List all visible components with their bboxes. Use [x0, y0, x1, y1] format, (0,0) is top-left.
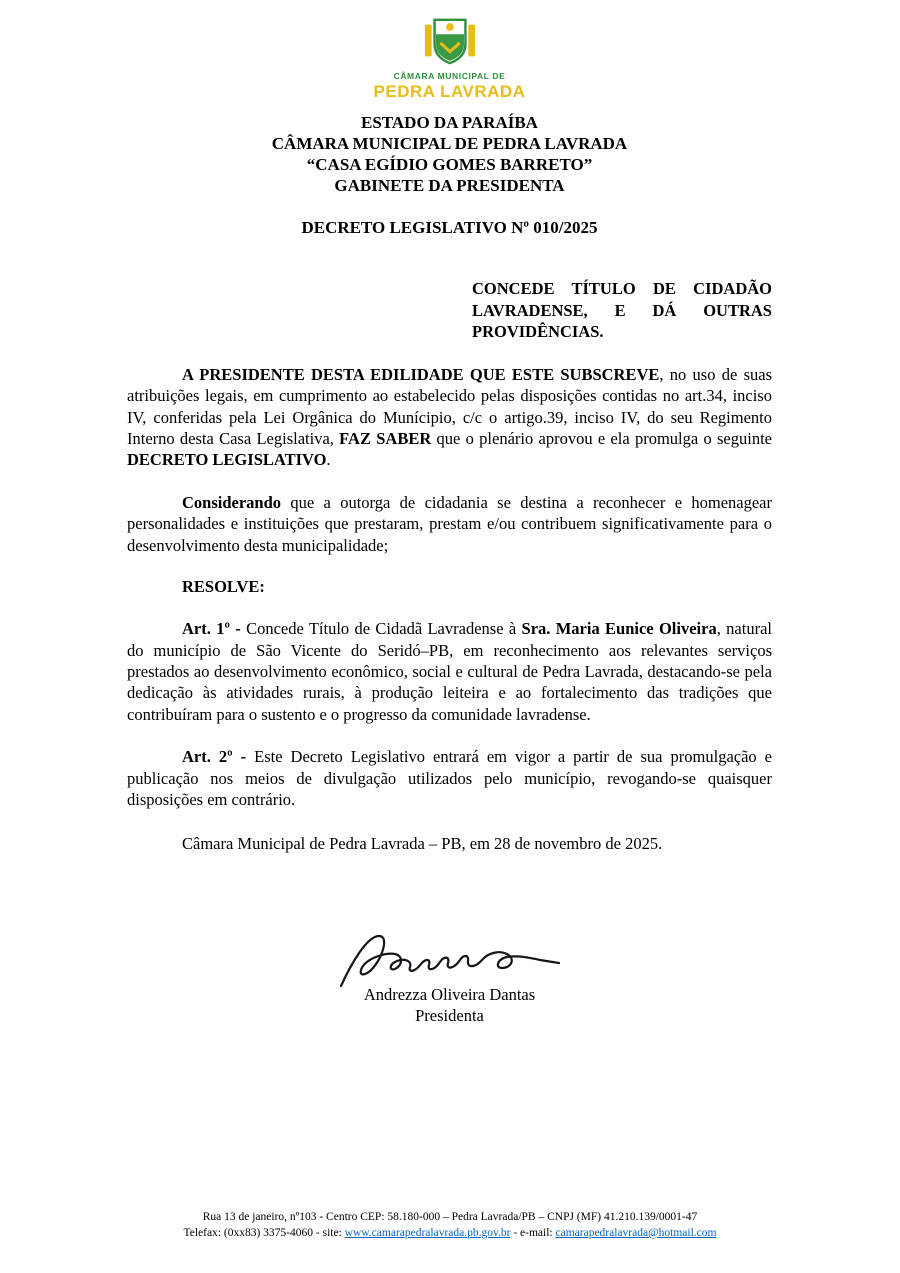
handwritten-signature-icon: [335, 928, 565, 992]
considerando-text: que a outorga de cidadania se destina a reconhecer e homenagear personalidades e instituições que prestaram, prestam e/ou contribuem significativamente para o desenvolvimento desta municipalidade;: [127, 492, 772, 555]
decree-summary: CONCEDE TÍTULO DE CIDADÃO LAVRADENSE, E DÁ OUTRAS PROVIDÊNCIAS.: [472, 279, 772, 342]
logo-org-name-small: CÂMARA MUNICIPAL DE: [393, 71, 506, 81]
signer-name: Andrezza Oliveira Dantas: [363, 984, 536, 1004]
resolve-heading: RESOLVE:: [182, 577, 265, 597]
coat-of-arms-icon: [421, 14, 479, 68]
art1-honoree-name: Sra. Maria Eunice Oliveira: [521, 619, 717, 639]
letterhead-house-name: “CASA EGÍDIO GOMES BARRETO”: [306, 155, 593, 175]
art2-label: Art. 2º -: [182, 747, 255, 767]
place-date-line: Câmara Municipal de Pedra Lavrada – PB, em 28 de novembro de 2025.: [182, 833, 663, 853]
paragraph-preamble: [127, 364, 772, 471]
letterhead-chamber: CÂMARA MUNICIPAL DE PEDRA LAVRADA: [271, 134, 628, 154]
art1-text-1: Concede Título de Cidadã Lavradense à: [246, 619, 522, 639]
preamble-text-3: .: [326, 450, 331, 470]
footer-address-line: Rua 13 de janeiro, nº103 - Centro CEP: 58.180-000 – Pedra Lavrada/PB – CNPJ (MF) 41.210.139/0001-47: [202, 1210, 698, 1223]
art1-label: Art. 1º -: [182, 619, 247, 639]
preamble-text-2: que o plenário aprovou e ela promulga o seguinte: [431, 428, 772, 448]
letterhead: [127, 112, 772, 196]
document-footer: [0, 1209, 900, 1241]
letterhead-state: ESTADO DA PARAÍBA: [361, 113, 538, 132]
letterhead-office: GABINETE DA PRESIDENTA: [334, 176, 565, 196]
paragraph-considerando: [127, 492, 772, 556]
art1-text-2: , natural do município de São Vicente do Seridó–PB, em reconhecimento aos relevantes serviços prestados ao desenvolvimento econômico, social e cultural de Pedra Lavrada, destacando-se pela dedicação às atividades rurais, à produção leiteira e ao fortalecimento das tradições que contribuíram para o sustento e o progresso da comunidade lavradense.: [127, 619, 772, 724]
paragraph-art1: [127, 618, 772, 725]
paragraph-art2: [127, 746, 772, 810]
preamble-decree-ref: DECRETO LEGISLATIVO: [127, 450, 327, 470]
decree-number-title: DECRETO LEGISLATIVO Nº 010/2025: [301, 218, 598, 238]
preamble-faz-saber: FAZ SABER: [339, 428, 432, 448]
signature-block: [127, 928, 772, 1027]
footer-telefax-text: Telefax: (0xx83) 3375-4060 - site:: [183, 1226, 345, 1239]
preamble-text-1: , no uso de suas atribuições legais, em cumprimento ao estabelecido pelas disposições contidas no art.34, inciso IV, conferidas pela Lei Orgânica do Munícipio, c/c o artigo.39, inciso IV, do seu Regimento Interno desta Casa Legislativa,: [127, 364, 772, 448]
footer-email-link[interactable]: camarapedralavrada@hotmail.com: [555, 1226, 717, 1239]
considerando-keyword: Considerando: [182, 492, 282, 512]
preamble-subject: A PRESIDENTE DESTA EDILIDADE QUE ESTE SUBSCREVE: [182, 364, 660, 384]
municipal-logo: [127, 14, 772, 102]
footer-email-label: - e-mail:: [510, 1226, 556, 1239]
logo-org-name-large: PEDRA LAVRADA: [373, 82, 526, 101]
footer-website-link[interactable]: www.camarapedralavrada.pb.gov.br: [344, 1226, 511, 1239]
art2-text: Este Decreto Legislativo entrará em vigor a partir de sua promulgação e publicação nos meios de divulgação utilizados pelo município, revogando-se quaisquer disposições em contrário.: [127, 747, 772, 810]
footer-contact-line: [0, 1225, 900, 1241]
signer-role: Presidenta: [415, 1006, 484, 1026]
